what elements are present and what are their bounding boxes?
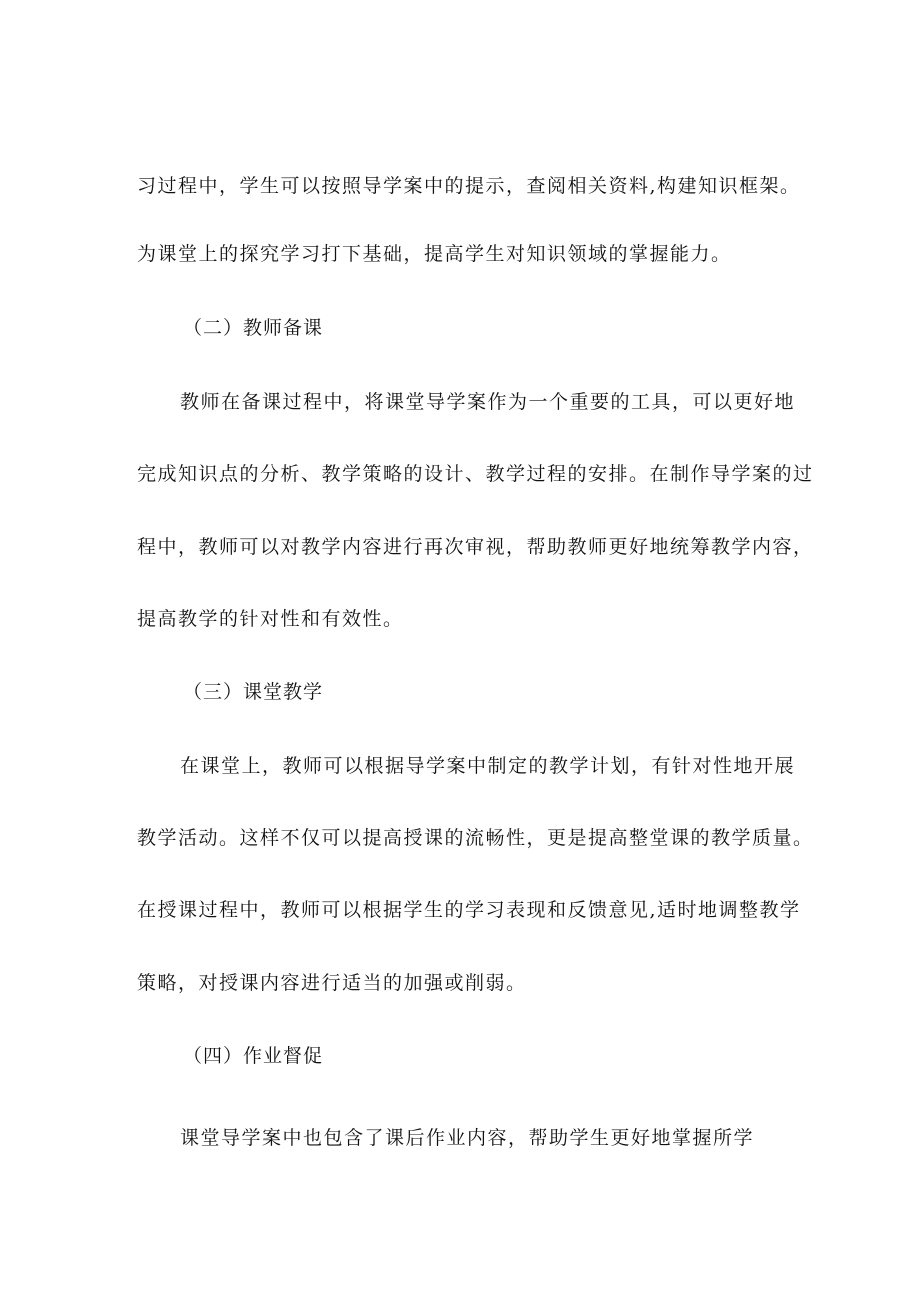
paragraph-2-line-1: 教师在备课过程中，将课堂导学案作为一个重要的工具，可以更好地 — [180, 391, 796, 413]
paragraph-3-line-1: 在课堂上，教师可以根据导学案中制定的教学计划，有针对性地开展 — [180, 755, 796, 777]
paragraph-1-line-2: 为课堂上的探究学习打下基础，提高学生对知识领域的掌握能力。 — [137, 243, 732, 265]
section-heading-teacher-preparation: （二）教师备课 — [183, 317, 324, 339]
paragraph-3-line-2: 教学活动。这样不仅可以提高授课的流畅性，更是提高整堂课的教学质量。 — [137, 827, 814, 849]
section-heading-homework-supervision: （四）作业督促 — [183, 1045, 324, 1067]
paragraph-3-line-3: 在授课过程中，教师可以根据学生的学习表现和反馈意见,适时地调整教学 — [137, 899, 801, 921]
paragraph-3-line-4: 策略，对授课内容进行适当的加强或削弱。 — [137, 972, 527, 994]
paragraph-2-line-3: 程中，教师可以对教学内容进行再次审视，帮助教师更好地统筹教学内容， — [137, 536, 814, 558]
section-heading-classroom-teaching: （三）课堂教学 — [183, 681, 324, 703]
paragraph-2-line-4: 提高教学的针对性和有效性。 — [137, 608, 404, 630]
paragraph-2-line-2: 完成知识点的分析、教学策略的设计、教学过程的安排。在制作导学案的过 — [137, 463, 814, 485]
paragraph-4-line-1: 课堂导学案中也包含了课后作业内容，帮助学生更好地掌握所学 — [180, 1127, 755, 1149]
paragraph-1-line-1: 习过程中，学生可以按照导学案中的提示，查阅相关资料,构建知识框架。 — [137, 175, 801, 197]
